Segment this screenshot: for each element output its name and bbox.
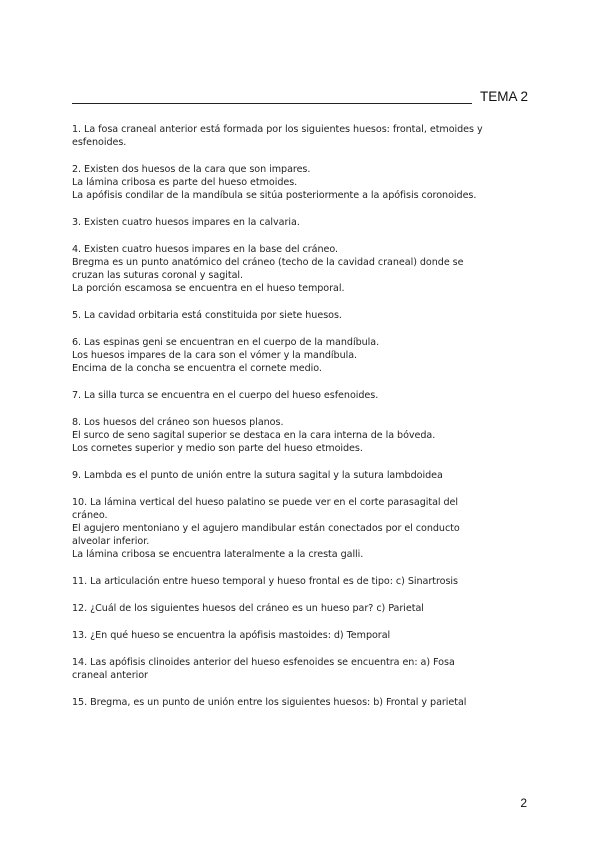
question-line: La lámina cribosa se encuentra lateralmente a la cresta galli.: [72, 549, 364, 560]
question-line: cráneo.: [72, 510, 108, 521]
question-line: 3. Existen cuatro huesos impares en la calvaria.: [72, 217, 300, 228]
question-line: 2. Existen dos huesos de la cara que son impares.: [72, 164, 311, 175]
question-line: Los huesos impares de la cara son el vómer y la mandíbula.: [72, 350, 358, 361]
question-line: 4. Existen cuatro huesos impares en la base del cráneo.: [72, 244, 339, 255]
question-line: 1. La fosa craneal anterior está formada por los siguientes huesos: frontal, etmoides y: [72, 124, 483, 135]
question-item: [72, 602, 528, 615]
question-item: [72, 123, 528, 149]
question-item: [72, 163, 528, 202]
question-line: 14. Las apófisis clinoides anterior del hueso esfenoides se encuentra en: a) Fosa: [72, 657, 455, 668]
page-number: 2: [520, 796, 527, 810]
question-item: [72, 216, 528, 229]
question-item: [72, 469, 528, 482]
question-line: Encima de la concha se encuentra el cornete medio.: [72, 363, 322, 374]
question-line: 10. La lámina vertical del hueso palatino se puede ver en el corte parasagital del: [72, 497, 459, 508]
document-body: [72, 123, 528, 723]
question-line: El agujero mentoniano y el agujero mandibular están conectados por el conducto: [72, 523, 460, 534]
question-line: 6. Las espinas geni se encuentran en el cuerpo de la mandíbula.: [72, 337, 380, 348]
question-item: [72, 575, 528, 588]
question-line: 7. La silla turca se encuentra en el cuerpo del hueso esfenoides.: [72, 390, 379, 401]
question-line: 5. La cavidad orbitaria está constituida por siete huesos.: [72, 310, 342, 321]
question-item: [72, 496, 528, 561]
header-rule: [72, 103, 472, 104]
question-line: La lámina cribosa es parte del hueso etmoides.: [72, 177, 298, 188]
question-line: 12. ¿Cuál de los siguientes huesos del cráneo es un hueso par? c) Parietal: [72, 603, 424, 614]
question-line: esfenoides.: [72, 137, 127, 148]
question-line: 9. Lambda es el punto de unión entre la sutura sagital y la sutura lambdoidea: [72, 470, 443, 481]
page-title: TEMA 2: [479, 89, 528, 104]
question-item: [72, 389, 528, 402]
question-line: Los cornetes superior y medio son parte del hueso etmoides.: [72, 443, 363, 454]
question-item: [72, 696, 528, 709]
question-line: Bregma es un punto anatómico del cráneo (techo de la cavidad craneal) donde se: [72, 257, 464, 268]
question-line: alveolar inferior.: [72, 536, 150, 547]
question-line: 8. Los huesos del cráneo son huesos planos.: [72, 417, 284, 428]
question-line: 11. La articulación entre hueso temporal y hueso frontal es de tipo: c) Sinartrosis: [72, 576, 458, 587]
question-line: El surco de seno sagital superior se destaca en la cara interna de la bóveda.: [72, 430, 436, 441]
page-header: [72, 88, 528, 104]
question-item: [72, 656, 528, 682]
question-line: 15. Bregma, es un punto de unión entre los siguientes huesos: b) Frontal y parietal: [72, 697, 467, 708]
question-line: cruzan las suturas coronal y sagital.: [72, 270, 244, 281]
question-item: [72, 416, 528, 455]
question-line: La porción escamosa se encuentra en el hueso temporal.: [72, 283, 345, 294]
question-line: 13. ¿En qué hueso se encuentra la apófisis mastoides: d) Temporal: [72, 630, 391, 641]
question-item: [72, 243, 528, 295]
question-item: [72, 336, 528, 375]
question-line: La apófisis condilar de la mandíbula se sitúa posteriormente a la apófisis coronoides.: [72, 190, 477, 201]
question-item: [72, 629, 528, 642]
question-item: [72, 309, 528, 322]
question-line: craneal anterior: [72, 670, 148, 681]
